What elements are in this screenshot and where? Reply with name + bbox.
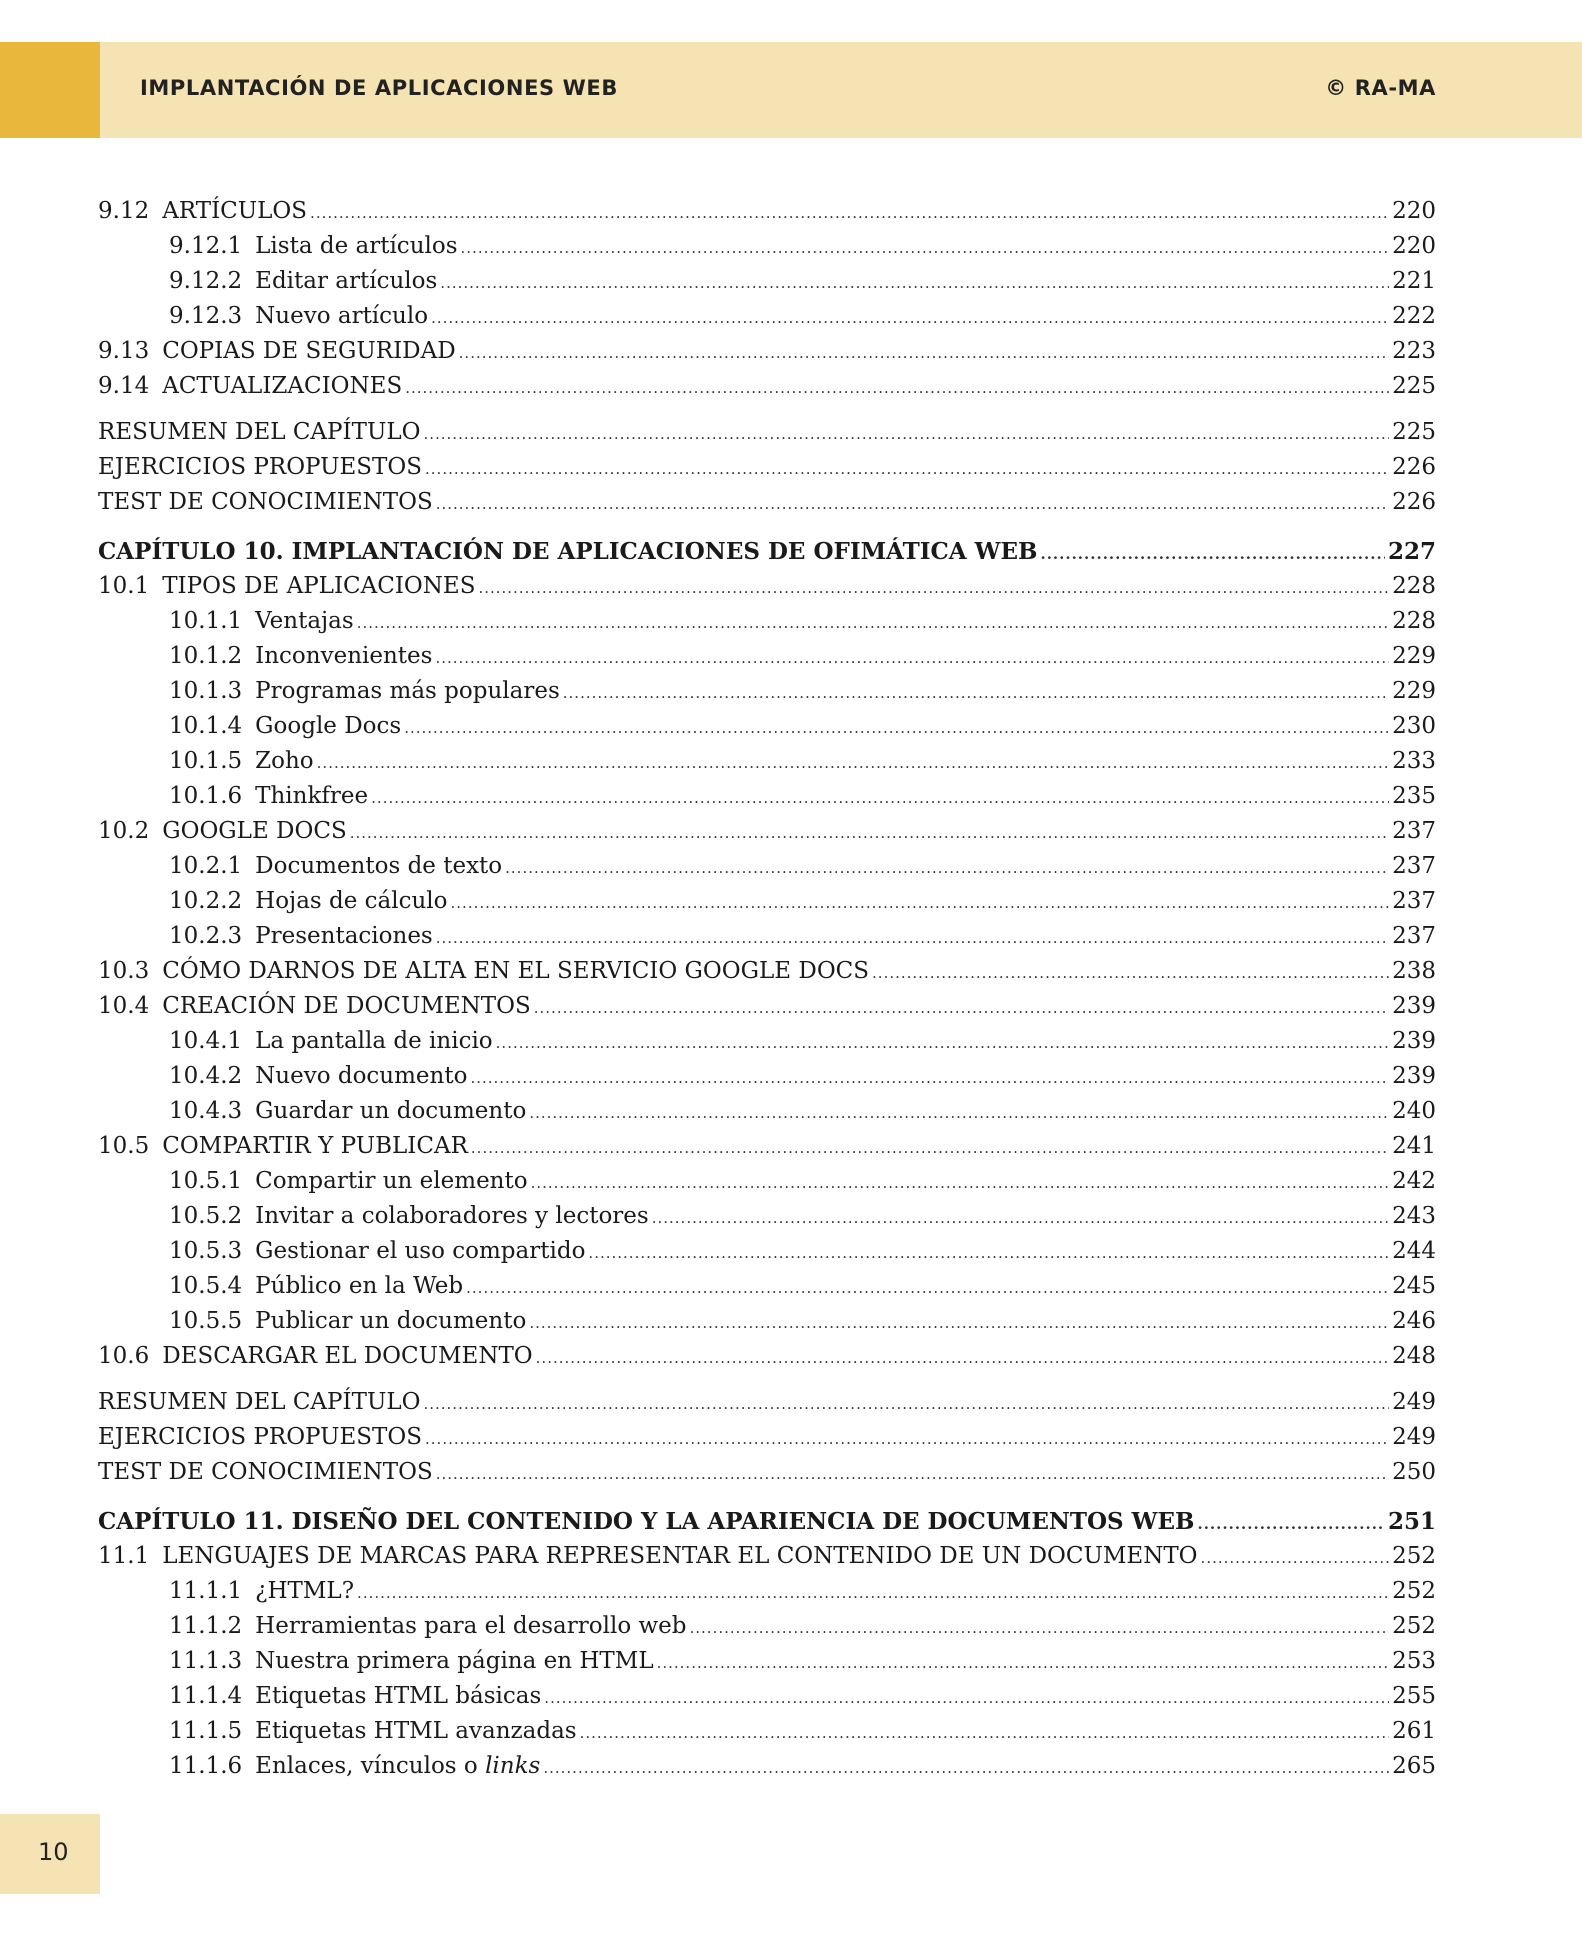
toc-entry-title: Nuevo artículo — [255, 303, 429, 329]
dot-leader — [531, 1166, 1390, 1201]
toc-entry — [98, 450, 1436, 485]
toc-entry-page: 249 — [1392, 1389, 1436, 1415]
toc-entry-number: 11.1.2 — [169, 1613, 243, 1639]
toc-entry-page: 261 — [1392, 1718, 1436, 1744]
dot-leader — [436, 921, 1389, 956]
toc-entry-title: Invitar a colaboradores y lectores — [255, 1203, 649, 1229]
toc-entry-page: 239 — [1392, 1028, 1436, 1054]
toc-entry-page: 246 — [1392, 1308, 1436, 1334]
toc-entry-page: 240 — [1392, 1098, 1436, 1124]
toc-entry-number: 11.1.4 — [169, 1683, 243, 1709]
toc-entry-page: 229 — [1392, 643, 1436, 669]
toc-entry-page: 237 — [1392, 888, 1436, 914]
toc-entry-title: Lista de artículos — [255, 233, 458, 259]
toc-entry-title: Presentaciones — [255, 923, 433, 949]
toc-entry — [98, 1129, 1436, 1164]
dot-leader — [425, 452, 1389, 487]
toc-entry-number: 10.4 — [98, 993, 150, 1019]
toc-entry — [98, 1234, 1436, 1269]
dot-leader — [310, 196, 1389, 231]
toc-entry — [98, 1304, 1436, 1339]
dot-leader — [405, 371, 1389, 406]
dot-leader — [580, 1716, 1389, 1751]
toc-entry-page: 249 — [1392, 1424, 1436, 1450]
toc-entry-title: CAPÍTULO 11. DISEÑO DEL CONTENIDO Y LA APARIENCIA DE DOCUMENTOS WEB — [98, 1508, 1195, 1535]
toc-entry — [98, 1679, 1436, 1714]
toc-entry-page: 233 — [1392, 748, 1436, 774]
toc-entry-page: 241 — [1392, 1133, 1436, 1159]
toc-entry — [98, 1059, 1436, 1094]
header-accent-tab — [0, 42, 100, 138]
dot-leader — [544, 1681, 1389, 1716]
dot-leader — [350, 816, 1389, 851]
toc-entry-page: 248 — [1392, 1343, 1436, 1369]
toc-entry-page: 244 — [1392, 1238, 1436, 1264]
toc-entry-number: 10.4.3 — [169, 1098, 243, 1124]
toc-entry — [98, 569, 1436, 604]
dot-leader — [1201, 1541, 1390, 1576]
dot-leader — [466, 1271, 1389, 1306]
toc-entry-title: Zoho — [255, 748, 314, 774]
toc-entry — [98, 1609, 1436, 1644]
toc-entry-page: 225 — [1392, 373, 1436, 399]
dot-leader — [1040, 537, 1385, 572]
toc-entry-number: 11.1 — [98, 1543, 150, 1569]
toc-entry — [98, 1269, 1436, 1304]
toc-entry — [98, 1199, 1436, 1234]
dot-leader — [423, 417, 1389, 452]
toc-entry — [98, 919, 1436, 954]
toc-entry-title: CREACIÓN DE DOCUMENTOS — [162, 993, 531, 1019]
toc-entry-page: 222 — [1392, 303, 1436, 329]
dot-leader — [534, 991, 1389, 1026]
toc-entry-page: 237 — [1392, 818, 1436, 844]
toc-entry-number: 9.12.3 — [169, 303, 243, 329]
toc-entry-page: 238 — [1392, 958, 1436, 984]
toc-entry-page: 237 — [1392, 853, 1436, 879]
toc-entry-page: 250 — [1392, 1459, 1436, 1485]
toc-entry-title: Editar artículos — [255, 268, 438, 294]
toc-entry-number: 10.5.4 — [169, 1273, 243, 1299]
toc-entry-number: 10.2.1 — [169, 853, 243, 879]
toc-entry — [98, 604, 1436, 639]
toc-entry — [98, 1024, 1436, 1059]
toc-entry-number: 10.5.2 — [169, 1203, 243, 1229]
toc-entry-title: Ventajas — [255, 608, 354, 634]
toc-entry-page: 223 — [1392, 338, 1436, 364]
toc-entry-page: 242 — [1392, 1168, 1436, 1194]
toc-entry-number: 11.1.5 — [169, 1718, 243, 1744]
toc-entry — [98, 369, 1436, 404]
toc-entry — [98, 299, 1436, 334]
toc-entry-number: 10.2 — [98, 818, 150, 844]
toc-entry — [98, 229, 1436, 264]
toc-entry-number: 9.13 — [98, 338, 150, 364]
toc-entry-title: ¿HTML? — [255, 1578, 355, 1604]
toc-entry-title: Publicar un documento — [255, 1308, 527, 1334]
toc-entry-title: Guardar un documento — [255, 1098, 527, 1124]
toc-entry — [98, 1164, 1436, 1199]
toc-entry — [98, 1644, 1436, 1679]
toc-entry-page: 252 — [1392, 1613, 1436, 1639]
toc-entry-page: 228 — [1392, 608, 1436, 634]
toc-entry-number: 10.1.3 — [169, 678, 243, 704]
toc-entry-page: 226 — [1392, 489, 1436, 515]
toc-entry-page: 237 — [1392, 923, 1436, 949]
toc-entry-title: La pantalla de inicio — [255, 1028, 493, 1054]
toc-entry-title: Google Docs — [255, 713, 402, 739]
dot-leader — [435, 641, 1389, 676]
dot-leader — [563, 676, 1389, 711]
toc-entry-number: 10.2.3 — [169, 923, 243, 949]
toc-entry-title: LENGUAJES DE MARCAS PARA REPRESENTAR EL CONTENIDO DE UN DOCUMENTO — [162, 1543, 1198, 1569]
toc-entry-page: 252 — [1392, 1543, 1436, 1569]
toc-entry-title: Hojas de cálculo — [255, 888, 448, 914]
toc-entry — [98, 954, 1436, 989]
toc-entry-number: 10.1.4 — [169, 713, 243, 739]
toc-entry-page: 228 — [1392, 573, 1436, 599]
dot-leader — [588, 1236, 1389, 1271]
dot-leader — [357, 1576, 1389, 1611]
toc-entry-page: 239 — [1392, 993, 1436, 1019]
book-title: IMPLANTACIÓN DE APLICACIONES WEB — [140, 76, 618, 100]
toc-entry-page: 226 — [1392, 454, 1436, 480]
toc-entry-page: 220 — [1392, 198, 1436, 224]
toc-entry-title: Etiquetas HTML avanzadas — [255, 1718, 577, 1744]
dot-leader — [451, 886, 1390, 921]
toc-entry-title: GOOGLE DOCS — [162, 818, 347, 844]
dot-leader — [529, 1096, 1389, 1131]
toc-entry-number: 10.5 — [98, 1133, 150, 1159]
toc-entry — [98, 989, 1436, 1024]
dot-leader — [425, 1422, 1389, 1457]
toc-entry — [98, 485, 1436, 520]
toc-entry-number: 10.5.3 — [169, 1238, 243, 1264]
toc-entry — [98, 1714, 1436, 1749]
toc-entry-number: 11.1.3 — [169, 1648, 243, 1674]
dot-leader — [423, 1387, 1389, 1422]
toc-entry — [98, 849, 1436, 884]
toc-entry-number: 11.1.6 — [169, 1753, 243, 1779]
toc-entry-title: Gestionar el uso compartido — [255, 1238, 586, 1264]
dot-leader — [436, 1457, 1389, 1492]
toc-chapter-entry — [98, 534, 1436, 569]
dot-leader — [657, 1646, 1390, 1681]
toc-entry-title: CÓMO DARNOS DE ALTA EN EL SERVICIO GOOGLE DOCS — [162, 958, 870, 984]
dot-leader — [357, 606, 1389, 641]
toc-entry — [98, 1749, 1436, 1784]
dot-leader — [461, 231, 1390, 266]
toc-entry-number: 10.5.5 — [169, 1308, 243, 1334]
toc-entry-number: 9.12 — [98, 198, 150, 224]
toc-entry-page: 227 — [1387, 538, 1436, 565]
toc-entry-page: 265 — [1392, 1753, 1436, 1779]
toc-entry-title: Inconvenientes — [255, 643, 433, 669]
toc-entry-title: Público en la Web — [255, 1273, 464, 1299]
dot-leader — [478, 571, 1389, 606]
toc-entry-page: 225 — [1392, 419, 1436, 445]
toc-entry-number: 10.2.2 — [169, 888, 243, 914]
toc-entry — [98, 1385, 1436, 1420]
toc-entry-title: Herramientas para el desarrollo web — [255, 1613, 687, 1639]
toc-entry-title: CAPÍTULO 10. IMPLANTACIÓN DE APLICACIONES DE OFIMÁTICA WEB — [98, 538, 1038, 565]
publisher-copyright: © RA-MA — [1325, 76, 1436, 100]
toc-entry-title: TIPOS DE APLICACIONES — [162, 573, 476, 599]
toc-entry-title: RESUMEN DEL CAPÍTULO — [98, 1389, 421, 1415]
dot-leader — [505, 851, 1389, 886]
toc-entry-number: 10.1.5 — [169, 748, 243, 774]
toc-entry — [98, 814, 1436, 849]
dot-leader — [317, 746, 1389, 781]
toc-entry — [98, 639, 1436, 674]
dot-leader — [543, 1751, 1389, 1786]
page-number: 10 — [38, 1838, 69, 1866]
toc-entry — [98, 1094, 1436, 1129]
toc-entry-page: 220 — [1392, 233, 1436, 259]
toc-entry-title: DESCARGAR EL DOCUMENTO — [162, 1343, 533, 1369]
dot-leader — [690, 1611, 1390, 1646]
dot-leader — [496, 1026, 1389, 1061]
toc-entry-page: 251 — [1387, 1508, 1436, 1535]
toc-entry-page: 255 — [1392, 1683, 1436, 1709]
toc-entry-title: Thinkfree — [255, 783, 369, 809]
dot-leader — [459, 336, 1389, 371]
toc-entry-number: 10.4.1 — [169, 1028, 243, 1054]
toc-entry-title: COMPARTIR Y PUBLICAR — [162, 1133, 468, 1159]
toc-entry — [98, 415, 1436, 450]
dot-leader — [404, 711, 1389, 746]
toc-entry-title: Enlaces, vínculos o links — [255, 1753, 541, 1779]
dot-leader — [652, 1201, 1389, 1236]
dot-leader — [440, 266, 1389, 301]
toc-entry-title: Nuevo documento — [255, 1063, 468, 1089]
toc-entry-title: Nuestra primera página en HTML — [255, 1648, 654, 1674]
toc-entry-page: 229 — [1392, 678, 1436, 704]
dot-leader — [536, 1341, 1389, 1376]
dot-leader — [470, 1061, 1389, 1096]
toc-entry-page: 253 — [1392, 1648, 1436, 1674]
dot-leader — [529, 1306, 1389, 1341]
toc-entry-title: Documentos de texto — [255, 853, 503, 879]
toc-entry — [98, 674, 1436, 709]
toc-entry-title: Programas más populares — [255, 678, 560, 704]
toc-entry-number: 11.1.1 — [169, 1578, 243, 1604]
toc-entry — [98, 1574, 1436, 1609]
toc-entry-title: Compartir un elemento — [255, 1168, 528, 1194]
toc-entry-number: 10.5.1 — [169, 1168, 243, 1194]
toc-entry — [98, 884, 1436, 919]
toc-entry-number: 10.1 — [98, 573, 150, 599]
toc-entry-title: EJERCICIOS PROPUESTOS — [98, 1424, 423, 1450]
dot-leader — [371, 781, 1389, 816]
dot-leader — [431, 301, 1389, 336]
toc-entry-number: 10.1.1 — [169, 608, 243, 634]
toc-entry — [98, 709, 1436, 744]
toc-entry-title: COPIAS DE SEGURIDAD — [162, 338, 456, 364]
dot-leader — [471, 1131, 1389, 1166]
toc-entry — [98, 744, 1436, 779]
toc-entry-page: 243 — [1392, 1203, 1436, 1229]
toc-entry-page: 245 — [1392, 1273, 1436, 1299]
toc-entry — [98, 264, 1436, 299]
toc-entry-title: ARTÍCULOS — [162, 198, 308, 224]
toc-entry-page: 239 — [1392, 1063, 1436, 1089]
toc-entry — [98, 334, 1436, 369]
toc-entry — [98, 1539, 1436, 1574]
toc-entry-number: 10.1.2 — [169, 643, 243, 669]
toc-entry-number: 10.1.6 — [169, 783, 243, 809]
dot-leader — [436, 487, 1389, 522]
toc-entry-title: Etiquetas HTML básicas — [255, 1683, 542, 1709]
toc-entry-page: 230 — [1392, 713, 1436, 739]
toc-entry-number: 10.4.2 — [169, 1063, 243, 1089]
toc-entry-number: 9.12.1 — [169, 233, 243, 259]
toc-entry — [98, 1455, 1436, 1490]
toc-entry-number: 10.6 — [98, 1343, 150, 1369]
toc-entry-title: ACTUALIZACIONES — [162, 373, 403, 399]
toc-entry — [98, 1420, 1436, 1455]
toc-entry-title: RESUMEN DEL CAPÍTULO — [98, 419, 421, 445]
dot-leader — [1197, 1507, 1385, 1542]
toc-entry-page: 221 — [1392, 268, 1436, 294]
toc-entry-page: 235 — [1392, 783, 1436, 809]
toc-chapter-entry — [98, 1504, 1436, 1539]
toc-entry — [98, 1339, 1436, 1374]
table-of-contents — [98, 194, 1436, 1784]
toc-entry-number: 10.3 — [98, 958, 150, 984]
toc-entry-number: 9.14 — [98, 373, 150, 399]
toc-entry-number: 9.12.2 — [169, 268, 243, 294]
toc-entry-page: 252 — [1392, 1578, 1436, 1604]
toc-entry-title: TEST DE CONOCIMIENTOS — [98, 1459, 433, 1485]
toc-entry-title: TEST DE CONOCIMIENTOS — [98, 489, 433, 515]
toc-entry — [98, 194, 1436, 229]
dot-leader — [872, 956, 1389, 991]
toc-entry — [98, 779, 1436, 814]
toc-entry-title: EJERCICIOS PROPUESTOS — [98, 454, 423, 480]
